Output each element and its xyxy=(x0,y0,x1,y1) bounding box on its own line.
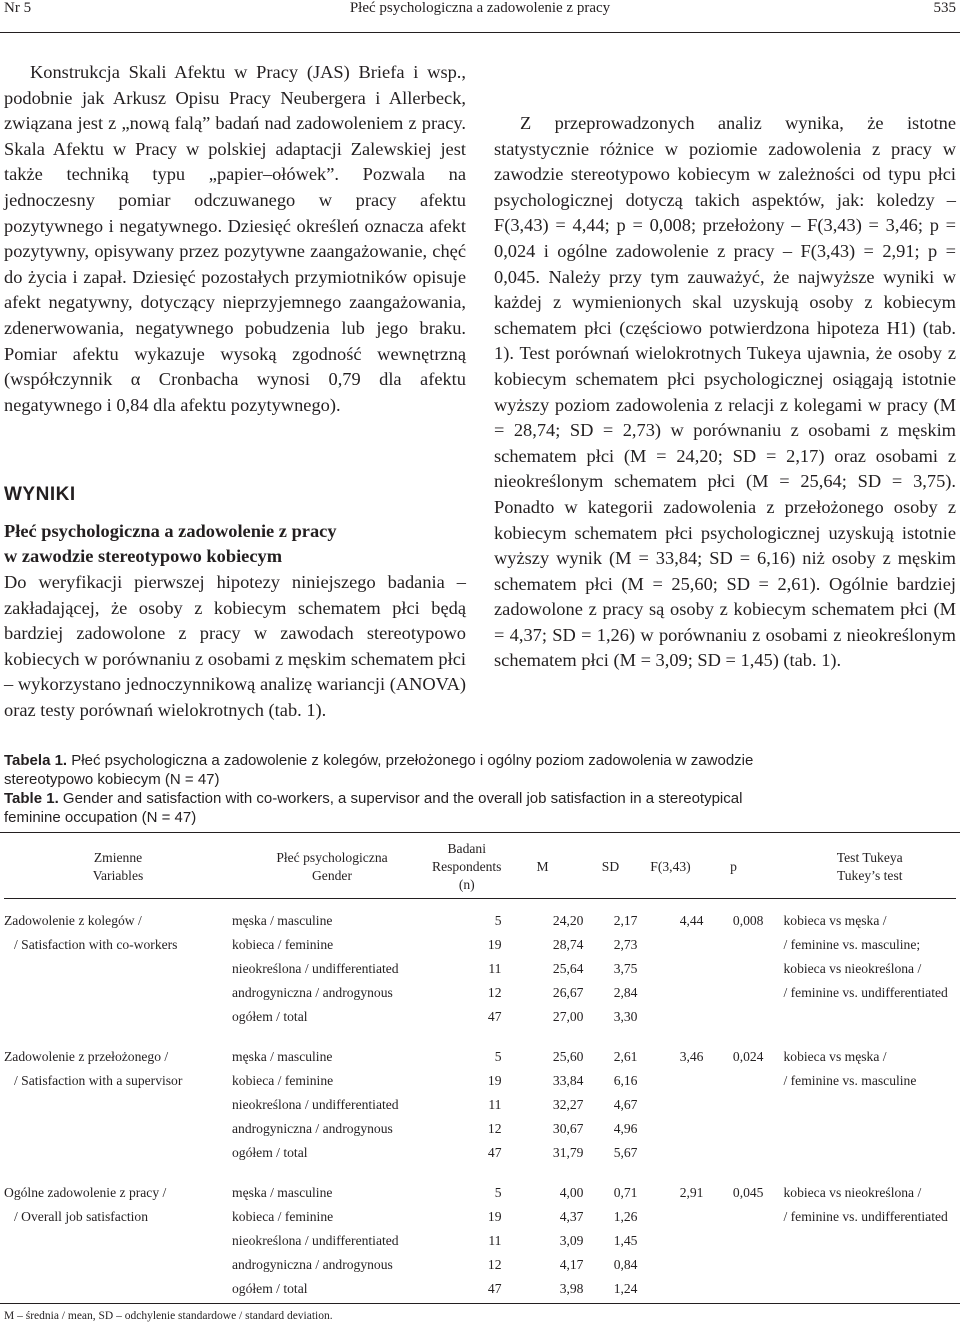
gender-cell: ogółem / total xyxy=(232,1009,308,1024)
tukey-cell xyxy=(763,1253,956,1277)
table-footnote: M – średnia / mean, SD – odchylenie standardowe / standard deviation. xyxy=(4,1310,333,1322)
f-cell xyxy=(637,1229,703,1253)
gender-cell: androgyniczna / androgynous xyxy=(232,985,393,1000)
table-header-row xyxy=(4,836,956,899)
p-cell xyxy=(703,1229,763,1253)
header-rule xyxy=(0,32,960,33)
subsection-heading xyxy=(4,519,466,569)
mean-cell: 27,00 xyxy=(552,1009,584,1024)
table-row xyxy=(4,981,956,1005)
table-row xyxy=(4,1069,956,1093)
table-row xyxy=(4,1141,956,1165)
variable-cell xyxy=(4,1117,232,1141)
gender-cell: nieokreślona / undifferentiated xyxy=(232,961,399,976)
variable-cell: / Satisfaction with a supervisor xyxy=(14,1073,183,1088)
table-caption xyxy=(4,751,804,827)
variable-cell: Zadowolenie z przełożonego / xyxy=(4,1049,169,1064)
n-cell: 12 xyxy=(487,985,502,1000)
f-cell xyxy=(637,981,703,1005)
table-row xyxy=(4,1229,956,1253)
f-cell xyxy=(637,933,703,957)
tukey-cell: kobieca vs nieokreślona / xyxy=(783,1185,922,1200)
header-p: p xyxy=(703,836,763,899)
sd-cell: 4,96 xyxy=(613,1121,638,1136)
table-body xyxy=(4,899,956,1302)
sd-cell: 0,71 xyxy=(613,1185,638,1200)
section-heading: WYNIKI xyxy=(4,484,76,505)
n-cell: 19 xyxy=(487,937,502,952)
variable-cell xyxy=(4,1229,232,1253)
sd-cell: 2,61 xyxy=(613,1049,638,1064)
p-cell xyxy=(703,957,763,981)
table-row xyxy=(4,933,956,957)
variable-cell xyxy=(4,1141,232,1165)
table-row xyxy=(4,957,956,981)
header-n: Badani Respondents (n) xyxy=(432,836,501,899)
caption-pl-text-2: stereotypowo kobiecym (N = 47) xyxy=(4,771,220,788)
variable-cell xyxy=(4,981,232,1005)
n-cell: 11 xyxy=(488,961,502,976)
p-cell xyxy=(703,933,763,957)
f-cell xyxy=(637,1141,703,1165)
tukey-cell: / feminine vs. undifferentiated xyxy=(783,1209,948,1224)
variable-cell xyxy=(4,1005,232,1029)
sd-cell: 2,73 xyxy=(613,937,638,952)
p-cell xyxy=(703,1253,763,1277)
variable-cell xyxy=(4,1253,232,1277)
mean-cell: 3,09 xyxy=(559,1233,584,1248)
gender-cell: androgyniczna / androgynous xyxy=(232,1121,393,1136)
f-cell xyxy=(637,1005,703,1029)
gender-cell: męska / masculine xyxy=(232,913,333,928)
p-cell: 0,024 xyxy=(732,1049,764,1064)
analysis-paragraph: Z przeprowadzonych analiz wynika, że istotne statystycznie różnice w poziomie zadowolenia z pracy w zawodzie stereotypowo kobiecym w zależności od typu płci psychologicznej dotyczą takich aspektów, jak: koledzy – F(3,43) = 4,44; p = 0,008; przełożony – F(3,43) = 3,46; p = 0,024 i ogólne zadowolenie z pracy – F(3,43) = 2,91; p = 0,045. Należy przy tym zauważyć, że najwyższe wyniki w każdej z wymienionych skal uzyskują osoby z kobiecym schematem płci (częściowo potwierdzona hipoteza H1) (tab. 1). Test porównań wielokrotnych Tukeya ujawnia, że osoby z kobiecym schematem płci psychologicznej osiągają istotnie wyższy poziom zadowolenia z relacji z kolegami w pracy (M = 28,74; SD = 2,73) w porównaniu z osobami z męskim schematem płci (M = 24,20; SD = 2,17) oraz osobami z nieokreślonym schematem płci (M = 25,64; SD = 3,75). Ponadto w kategorii zadowolenia z przełożonego osoby z kobiecym schematem płci psychologicznej uzyskują istotnie wyższy wynik (M = 33,84; SD = 6,16) niż osoby z męskim schematem płci (M = 25,60; SD = 2,61). Ogólnie bardziej zadowolone z pracy są osoby z kobiecym schematem płci (M = 4,37; SD = 1,26) w porównaniu z osobami z nieokreślonym schematem płci (M = 3,09; SD = 1,45) (tab. 1). xyxy=(494,113,956,671)
p-cell xyxy=(703,981,763,1005)
right-spacer xyxy=(494,60,956,111)
tukey-cell: / feminine vs. masculine xyxy=(783,1073,917,1088)
variable-cell: Zadowolenie z kolegów / xyxy=(4,913,142,928)
f-cell: 3,46 xyxy=(679,1049,704,1064)
sd-cell: 4,67 xyxy=(613,1097,638,1112)
p-cell: 0,045 xyxy=(732,1185,764,1200)
table-row xyxy=(4,1029,956,1069)
tukey-cell: kobieca vs męska / xyxy=(783,1049,887,1064)
gender-cell: ogółem / total xyxy=(232,1281,308,1296)
table-row xyxy=(4,1205,956,1229)
gender-cell: kobieca / feminine xyxy=(232,1073,334,1088)
sd-cell: 5,67 xyxy=(613,1145,638,1160)
sd-cell: 0,84 xyxy=(613,1257,638,1272)
table-row xyxy=(4,1277,956,1301)
p-cell xyxy=(703,1117,763,1141)
sd-cell: 1,45 xyxy=(613,1233,638,1248)
mean-cell: 25,60 xyxy=(552,1049,584,1064)
gender-cell: męska / masculine xyxy=(232,1049,333,1064)
tukey-cell xyxy=(763,1093,956,1117)
gender-cell: ogółem / total xyxy=(232,1145,308,1160)
left-column-intro xyxy=(4,60,466,418)
sd-cell: 3,30 xyxy=(613,1009,638,1024)
caption-pl-text-1: Płeć psychologiczna a zadowolenie z kolegów, przełożonego i ogólny poziom zadowolenia w zawodzie xyxy=(71,752,754,769)
mean-cell: 32,27 xyxy=(552,1097,584,1112)
gender-cell: kobieca / feminine xyxy=(232,1209,334,1224)
mean-cell: 4,37 xyxy=(559,1209,584,1224)
table-row xyxy=(4,1165,956,1205)
subheading-line-2: w zawodzie stereotypowo kobiecym xyxy=(4,546,283,566)
mean-cell: 4,00 xyxy=(559,1185,584,1200)
p-cell xyxy=(703,1069,763,1093)
header-sd: SD xyxy=(583,836,637,899)
variable-cell xyxy=(4,957,232,981)
table-row xyxy=(4,1117,956,1141)
p-cell xyxy=(703,1205,763,1229)
sd-cell: 2,84 xyxy=(613,985,638,1000)
mean-cell: 28,74 xyxy=(552,937,584,952)
f-cell xyxy=(637,1253,703,1277)
f-cell xyxy=(637,957,703,981)
p-cell: 0,008 xyxy=(732,913,764,928)
header-tukey: Test Tukeya Tukey’s test xyxy=(763,836,956,899)
sd-cell: 3,75 xyxy=(613,961,638,976)
mean-cell: 26,67 xyxy=(552,985,584,1000)
n-cell: 5 xyxy=(494,1049,502,1064)
intro-paragraph: Konstrukcja Skali Afektu w Pracy (JAS) Briefa i wsp., podobnie jak Arkusz Opisu Pracy Neubergera i Allerbeck, związana jest z „nową falą” badań nad zadowoleniem z pracy. Skala Afektu w Pracy w polskiej adaptacji Zalewskiej jest także techniką typu „papier–ołówek”. Pozwala na jednoczesny pomiar odczuwanego w pracy afektu pozytywnego i negatywnego. Dziesięć określeń oznacza afekt pozytywny, opisywany przez pozytywne zaangażowanie, chęć do życia i zapał. Dziesięć pozostałych przymiotników opisuje afekt negatywny, dotyczący nieprzyjemnego zaangażowania, zdenerwowania, negatywnego pobudzenia lub jego braku. Pomiar afektu wykazuje wysoką zgodność wewnętrzną (współczynnik α Cronbacha wynosi 0,79 dla afektu negatywnego i 0,84 dla afektu pozytywnego). xyxy=(4,62,466,415)
n-cell: 47 xyxy=(487,1145,502,1160)
tukey-cell: kobieca vs nieokreślona / xyxy=(783,961,922,976)
n-cell: 19 xyxy=(487,1073,502,1088)
tukey-cell: / feminine vs. undifferentiated xyxy=(783,985,948,1000)
right-column xyxy=(494,60,956,674)
table-top-rule xyxy=(0,832,960,833)
mean-cell: 4,17 xyxy=(559,1257,584,1272)
f-cell: 4,44 xyxy=(679,913,704,928)
mean-cell: 24,20 xyxy=(552,913,584,928)
variable-cell: / Satisfaction with co-workers xyxy=(14,937,178,952)
sd-cell: 6,16 xyxy=(613,1073,638,1088)
variable-cell xyxy=(4,1093,232,1117)
n-cell: 12 xyxy=(487,1121,502,1136)
f-cell xyxy=(637,1205,703,1229)
variable-cell: Ogólne zadowolenie z pracy / xyxy=(4,1185,167,1200)
mean-cell: 33,84 xyxy=(552,1073,584,1088)
p-cell xyxy=(703,1093,763,1117)
gender-cell: nieokreślona / undifferentiated xyxy=(232,1097,399,1112)
mean-cell: 30,67 xyxy=(552,1121,584,1136)
variable-cell xyxy=(4,1277,232,1301)
gender-cell: męska / masculine xyxy=(232,1185,333,1200)
f-cell xyxy=(637,1093,703,1117)
gender-cell: kobieca / feminine xyxy=(232,937,334,952)
p-cell xyxy=(703,1277,763,1301)
running-header xyxy=(0,0,960,32)
p-cell xyxy=(703,1005,763,1029)
f-cell xyxy=(637,1069,703,1093)
results-paragraph: Do weryfikacji pierwszej hipotezy niniejszego badania – zakładającej, że osoby z kobiecym schematem płci będą bardziej zadowolone z pracy w zawodach stereotypowo kobiecych w porównaniu z osobami z męskim schematem płci – wykorzystano jednoczynnikową analizę wariancji (ANOVA) oraz testy porównań wielokrotnych (tab. 1). xyxy=(4,572,466,720)
sd-cell: 1,26 xyxy=(613,1209,638,1224)
issue-number: Nr 5 xyxy=(4,0,32,16)
n-cell: 11 xyxy=(488,1097,502,1112)
tukey-cell xyxy=(763,1229,956,1253)
n-cell: 47 xyxy=(487,1281,502,1296)
table-row xyxy=(4,1253,956,1277)
mean-cell: 31,79 xyxy=(552,1145,584,1160)
caption-en-text-2: feminine occupation (N = 47) xyxy=(4,809,197,826)
n-cell: 5 xyxy=(494,913,502,928)
table-row xyxy=(4,1093,956,1117)
caption-en-text-1: Gender and satisfaction with co-workers, a supervisor and the overall job satisfaction in a stereotypical xyxy=(62,790,743,807)
header-f: F(3,43) xyxy=(637,836,703,899)
f-cell: 2,91 xyxy=(679,1185,704,1200)
caption-en-label: Table 1. xyxy=(4,790,59,807)
tukey-cell xyxy=(763,1277,956,1301)
sd-cell: 2,17 xyxy=(613,913,638,928)
f-cell xyxy=(637,1117,703,1141)
sd-cell: 1,24 xyxy=(613,1281,638,1296)
f-cell xyxy=(637,1277,703,1301)
p-cell xyxy=(703,1141,763,1165)
tukey-cell: kobieca vs męska / xyxy=(783,913,887,928)
mean-cell: 25,64 xyxy=(552,961,584,976)
header-variables: Zmienne Variables xyxy=(4,836,232,899)
table-row xyxy=(4,1005,956,1029)
n-cell: 11 xyxy=(488,1233,502,1248)
mean-cell: 3,98 xyxy=(559,1281,584,1296)
gender-cell: nieokreślona / undifferentiated xyxy=(232,1233,399,1248)
n-cell: 5 xyxy=(494,1185,502,1200)
tukey-cell xyxy=(763,1117,956,1141)
header-gender: Płeć psychologiczna Gender xyxy=(232,836,432,899)
subheading-line-1: Płeć psychologiczna a zadowolenie z pracy xyxy=(4,521,337,541)
gender-cell: androgyniczna / androgynous xyxy=(232,1257,393,1272)
footnote-rule xyxy=(0,1303,960,1304)
caption-pl-label: Tabela 1. xyxy=(4,752,68,769)
n-cell: 12 xyxy=(487,1257,502,1272)
running-title: Płeć psychologiczna a zadowolenie z pracy xyxy=(349,0,611,16)
results-table xyxy=(4,836,956,1301)
page-number: 535 xyxy=(933,0,956,16)
tukey-cell xyxy=(763,1005,956,1029)
variable-cell: / Overall job satisfaction xyxy=(14,1209,149,1224)
header-mean: M xyxy=(501,836,583,899)
n-cell: 47 xyxy=(487,1009,502,1024)
n-cell: 19 xyxy=(487,1209,502,1224)
tukey-cell xyxy=(763,1141,956,1165)
table-row xyxy=(4,899,956,934)
tukey-cell: / feminine vs. masculine; xyxy=(783,937,921,952)
